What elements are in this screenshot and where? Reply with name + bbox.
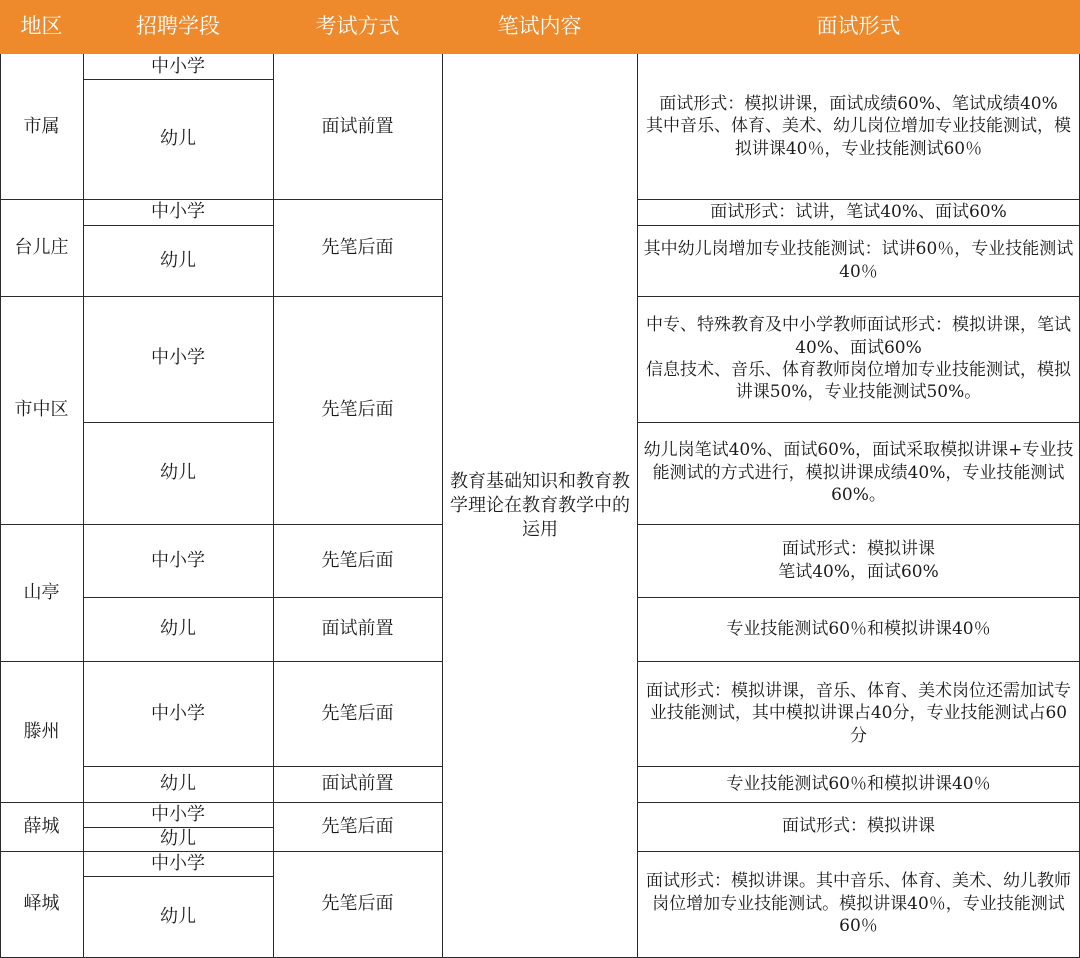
interview-yicheng: 面试形式：模拟讲课。其中音乐、体育、美术、幼儿教师岗位增加专业技能测试。模拟讲课40％，专业技能测试60％ xyxy=(646,871,1071,937)
interview-tengzhou-kinder: 专业技能测试60％和模拟讲课40％ xyxy=(726,773,991,794)
interview-tengzhou-primary: 面试形式：模拟讲课，音乐、体育、美术岗位还需加试专业技能测试，其中模拟讲课占40分，专业技能测试占60分 xyxy=(646,680,1071,746)
stage-tengzhou-primary: 中小学 xyxy=(151,702,205,724)
stage-tengzhou-kinder: 幼儿 xyxy=(160,773,196,795)
interview-shanting-kinder: 专业技能测试60％和模拟讲课40％ xyxy=(726,618,991,639)
method-taierzhuang: 先笔后面 xyxy=(321,236,394,258)
method-shizhongqu: 先笔后面 xyxy=(321,399,394,421)
interview-shizhongqu-primary: 中专、特殊教育及中小学教师面试形式：模拟讲课，笔试40%、面试60% 信息技术、音乐、体育教师岗位增加专业技能测试，模拟讲课50%，专业技能测试50%。 xyxy=(646,315,1071,403)
written-content-cell: 教育基础知识和教育教学理论在教育教学中的运用 xyxy=(450,471,630,540)
stage-shanting-primary: 中小学 xyxy=(151,549,205,571)
region-shishu: 市属 xyxy=(23,115,60,137)
region-xuecheng: 薛城 xyxy=(23,815,60,837)
stage-shizhongqu-primary: 中小学 xyxy=(151,347,205,368)
interview-shizhongqu-kinder: 幼儿岗笔试40%、面试60%，面试采取模拟讲课+专业技能测试的方式进行，模拟讲课成绩40%，专业技能测试60%。 xyxy=(643,440,1074,506)
header-stage: 招聘学段 xyxy=(136,14,220,39)
method-yicheng: 先笔后面 xyxy=(321,893,394,915)
stage-shizhongqu-kinder: 幼儿 xyxy=(160,462,196,484)
method-shanting-primary: 先笔后面 xyxy=(321,549,394,571)
stage-yicheng-primary: 中小学 xyxy=(151,852,205,874)
region-shanting: 山亭 xyxy=(23,581,60,603)
method-tengzhou-kinder: 面试前置 xyxy=(321,773,394,795)
stage-shanting-kinder: 幼儿 xyxy=(160,618,196,640)
interview-shanting-primary: 面试形式：模拟讲课 笔试40%，面试60% xyxy=(778,539,939,582)
method-xuecheng: 先笔后面 xyxy=(321,815,394,837)
region-tengzhou: 滕州 xyxy=(23,720,60,742)
stage-xuecheng-primary: 中小学 xyxy=(151,803,205,825)
stage-yicheng-kinder: 幼儿 xyxy=(160,905,196,927)
interview-shishu: 面试形式：模拟讲课，面试成绩60%、笔试成绩40% 其中音乐、体育、美术、幼儿岗位增加专业技能测试，模拟讲课40％，专业技能测试60％ xyxy=(646,93,1071,159)
stage-xuecheng-kinder: 幼儿 xyxy=(160,828,196,850)
header-region: 地区 xyxy=(20,14,63,39)
method-shanting-kinder: 面试前置 xyxy=(321,618,394,640)
stage-shishu-kinder: 幼儿 xyxy=(160,128,196,150)
header-method: 考试方式 xyxy=(315,14,400,39)
stage-taierzhuang-primary: 中小学 xyxy=(151,201,205,223)
header-interview: 面试形式 xyxy=(816,14,901,39)
method-shishu: 面试前置 xyxy=(321,115,394,137)
region-shizhongqu: 市中区 xyxy=(14,399,69,421)
stage-taierzhuang-kinder: 幼儿 xyxy=(160,249,196,271)
stage-shishu-primary: 中小学 xyxy=(151,55,205,77)
interview-taierzhuang-primary: 面试形式：试讲，笔试40%、面试60% xyxy=(710,201,1007,222)
header-written: 笔试内容 xyxy=(497,14,582,39)
region-yicheng: 峄城 xyxy=(23,893,60,915)
interview-taierzhuang-kinder: 其中幼儿岗增加专业技能测试：试讲60％，专业技能测试40％ xyxy=(643,239,1074,282)
method-tengzhou-primary: 先笔后面 xyxy=(321,702,394,724)
interview-xuecheng: 面试形式：模拟讲课 xyxy=(782,816,935,837)
region-taierzhuang: 台儿庄 xyxy=(14,236,69,258)
